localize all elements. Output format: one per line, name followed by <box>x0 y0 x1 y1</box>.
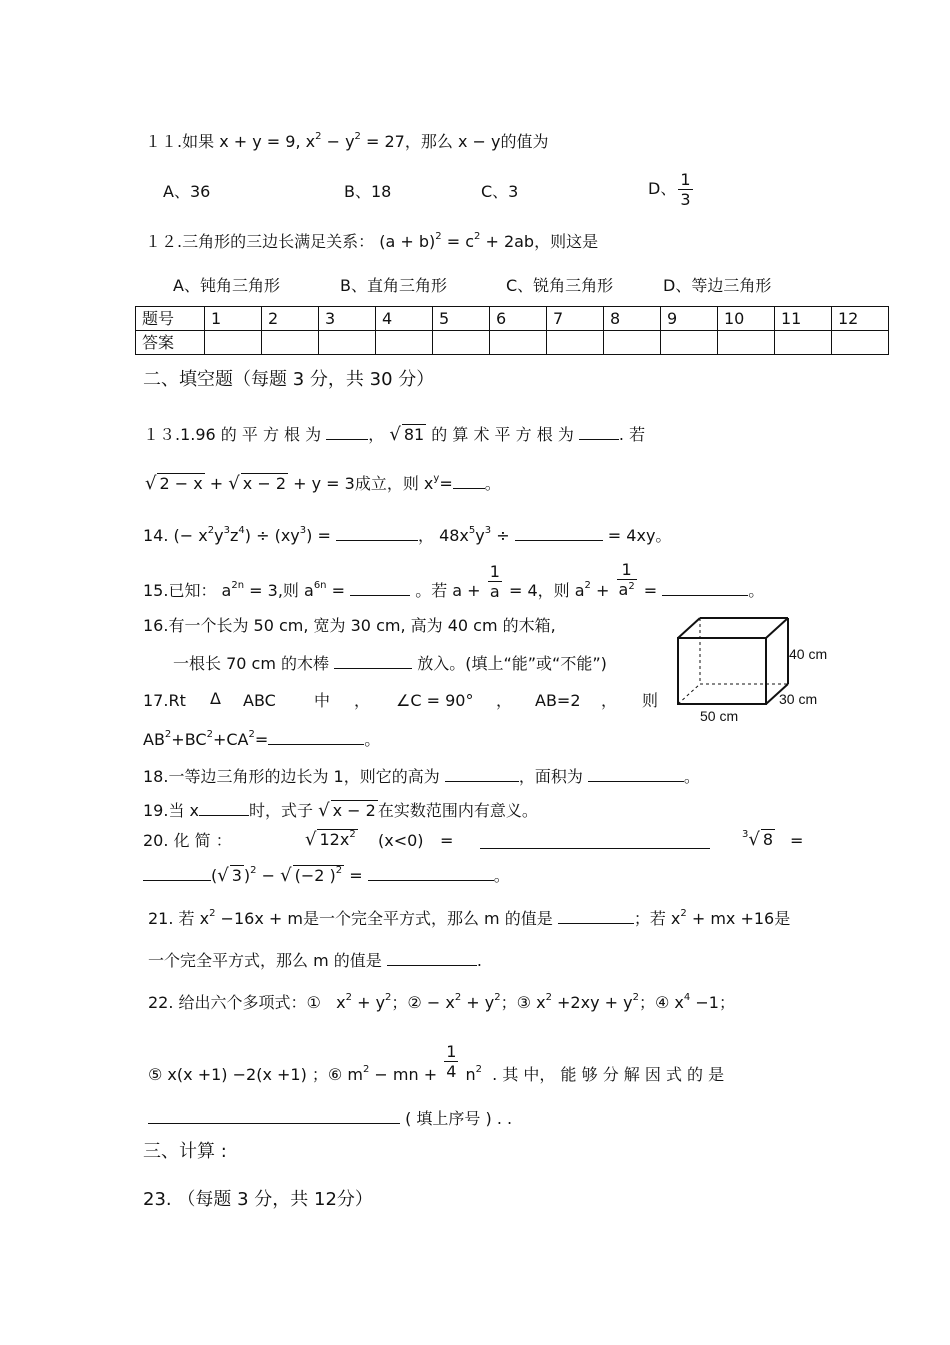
table-cell: 12 <box>832 307 889 331</box>
table-cell: 10 <box>718 307 775 331</box>
q17-ab: AB=2 <box>535 691 581 710</box>
answer-cell[interactable] <box>547 331 604 355</box>
section-3-title: 三、计算 : <box>143 1141 227 1162</box>
q20-label: 20. 化 简 ： <box>143 831 232 850</box>
q17-abc: ABC <box>243 691 276 710</box>
box-diagram <box>670 612 840 727</box>
fraction: $\frac{1}{4}$ <box>446 1042 457 1081</box>
q15: 15.已知： $a^{2n} = 3$,则 $a^{6n}$ = 。若 a + $\frac{1}{a}$ = 4，则 $a^2$ + $\frac{1}{a^2}$ = 。 <box>143 560 765 601</box>
fraction: $\frac{1}{a}$ <box>489 561 500 601</box>
answer-table <box>135 306 889 355</box>
answer-blank <box>143 864 211 881</box>
answer-cell[interactable] <box>376 331 433 355</box>
table-cell: 3 <box>319 307 376 331</box>
q17-label: 17.Rt <box>143 691 186 710</box>
row-label-number: 题号 <box>136 307 205 331</box>
q17-comma: ， <box>601 691 618 710</box>
q17-zhong: 中 <box>314 691 331 710</box>
q20-eq2: = <box>790 831 804 850</box>
q12-option-b: B、直角三角形 <box>340 276 447 295</box>
box-front-face <box>678 638 766 704</box>
table-cell: 9 <box>661 307 718 331</box>
q22-line1: 22. 给出六个多项式：① $x^2 + y^2$；② − $x^2 + y^2$；③ $x^2 +2xy + y^2$；④ $x^4 -1$； <box>148 992 735 1012</box>
q14: 14. (− $x^2y^3z^4) \div (xy^3)$ = ， $48x^5y^3$ ÷ = 4xy。 <box>143 525 672 545</box>
answer-table-number-row <box>136 307 889 331</box>
answer-blank <box>445 765 519 782</box>
answer-cell[interactable] <box>433 331 490 355</box>
q13-line1: １３.1.96 的 平 方 根 为 ， √ 81 的 算 术 平 方 根 为 . 若 <box>143 424 646 445</box>
q17-line2: $AB^2+BC^2+CA^2=$ 。 <box>143 729 381 749</box>
box-width-label: 30 cm <box>779 691 818 707</box>
answer-blank <box>268 728 364 745</box>
answer-blank <box>368 864 494 881</box>
q12-option-c: C、锐角三角形 <box>506 276 614 295</box>
table-cell: 11 <box>775 307 832 331</box>
q23: 23. （每题 3 分，共 12分） <box>143 1189 373 1210</box>
q11-option-d: D、 $\frac{1}{3}$ <box>648 170 691 209</box>
answer-cell[interactable] <box>262 331 319 355</box>
q21-line1: 21. 若 $x^2 -16x + m$是一个完全平方式，那么 m 的值是 ；若 $x^2$ + mx +16是 <box>148 908 791 928</box>
answer-cell[interactable] <box>718 331 775 355</box>
triangle-icon: Δ <box>210 689 221 708</box>
answer-blank <box>453 472 485 489</box>
q22-line3: ( 填上序号 ) . . <box>148 1107 512 1129</box>
answer-blank <box>148 1107 400 1124</box>
row-label-answer: 答案 <box>136 331 205 355</box>
table-cell: 4 <box>376 307 433 331</box>
table-cell: 5 <box>433 307 490 331</box>
q18: 18.一等边三角形的边长为 1，则它的高为 ，面积为 。 <box>143 767 700 786</box>
q17-ze: 则 <box>642 691 659 710</box>
q11-stem: １１.如果 x + y = 9, $x^2 - y^2 = 27$，那么 x − y的值为 <box>145 131 549 151</box>
answer-blank <box>662 579 748 596</box>
section-2-title: 二、填空题（每题 3 分，共 30 分） <box>143 369 435 390</box>
table-cell: 2 <box>262 307 319 331</box>
answer-table-answer-row <box>136 331 889 355</box>
q12-option-a: A、钝角三角形 <box>173 276 280 295</box>
q22-line2: ⑤ x(x +1) −2(x +1) ；⑥ $m^2$ − mn + $\frac{1}{4}$ $n^2$ . 其 中， 能 够 分 解 因 式 的 是 <box>148 1042 725 1084</box>
q11-option-a: A、36 <box>163 182 211 201</box>
answer-blank[interactable] <box>480 832 710 849</box>
q12-option-d: D、等边三角形 <box>663 276 772 295</box>
answer-cell[interactable] <box>775 331 832 355</box>
fraction: $\frac{1}{3}$ <box>680 170 691 209</box>
q21-line2: 一个完全平方式，那么 m 的值是 . <box>148 951 482 970</box>
answer-cell[interactable] <box>490 331 547 355</box>
q16-line1: 16.有一个长为 50 cm, 宽为 30 cm, 高为 40 cm 的木箱, <box>143 616 556 635</box>
table-cell: 7 <box>547 307 604 331</box>
answer-blank <box>326 423 368 440</box>
q17-comma: ， <box>354 691 371 710</box>
fraction: $\frac{1}{a^2}$ <box>618 560 635 599</box>
answer-blank <box>515 524 603 541</box>
q20-eq: = <box>440 831 454 850</box>
answer-cell[interactable] <box>604 331 661 355</box>
q13-line2: √ 2 − x + √ x − 2 + y = 3成立，则 $x^y=$ 。 <box>145 473 501 494</box>
q20-cond: (x<0) <box>378 831 424 850</box>
answer-cell[interactable] <box>832 331 889 355</box>
q19: 19.当 x 时，式子 √ x − 2 在实数范围内有意义。 <box>143 800 538 821</box>
answer-blank <box>334 652 412 669</box>
answer-blank <box>387 949 477 966</box>
answer-blank <box>579 423 619 440</box>
q20-cbrt: $^3$√ 8 <box>742 829 774 850</box>
answer-cell[interactable] <box>319 331 376 355</box>
answer-blank <box>199 799 249 816</box>
q20-line2: (√ 3 )$^2$ − √ (−2 )$^2$ = 。 <box>143 864 510 889</box>
q17-angle: ∠C = 90° <box>396 691 474 710</box>
answer-blank <box>558 907 634 924</box>
table-cell: 6 <box>490 307 547 331</box>
q17-comma: ， <box>496 691 513 710</box>
q11-option-c: C、3 <box>481 182 519 201</box>
answer-blank <box>336 524 418 541</box>
q20-sqrt: √ $12x^2$ <box>305 829 358 853</box>
q12-stem: １２.三角形的三边长满足关系： $(a + b)^2 = c^2 + 2ab$，则这是 <box>145 231 599 251</box>
q11-option-b: B、18 <box>344 182 392 201</box>
q16-line2: 一根长 70 cm 的木棒 放入。(填上“能”或“不能”) <box>173 654 607 673</box>
answer-cell[interactable] <box>661 331 718 355</box>
box-length-label: 50 cm <box>700 708 739 724</box>
table-cell: 8 <box>604 307 661 331</box>
table-cell: 1 <box>205 307 262 331</box>
answer-cell[interactable] <box>205 331 262 355</box>
box-height-label: 40 cm <box>789 646 828 662</box>
answer-blank <box>350 579 410 596</box>
answer-blank <box>588 765 684 782</box>
